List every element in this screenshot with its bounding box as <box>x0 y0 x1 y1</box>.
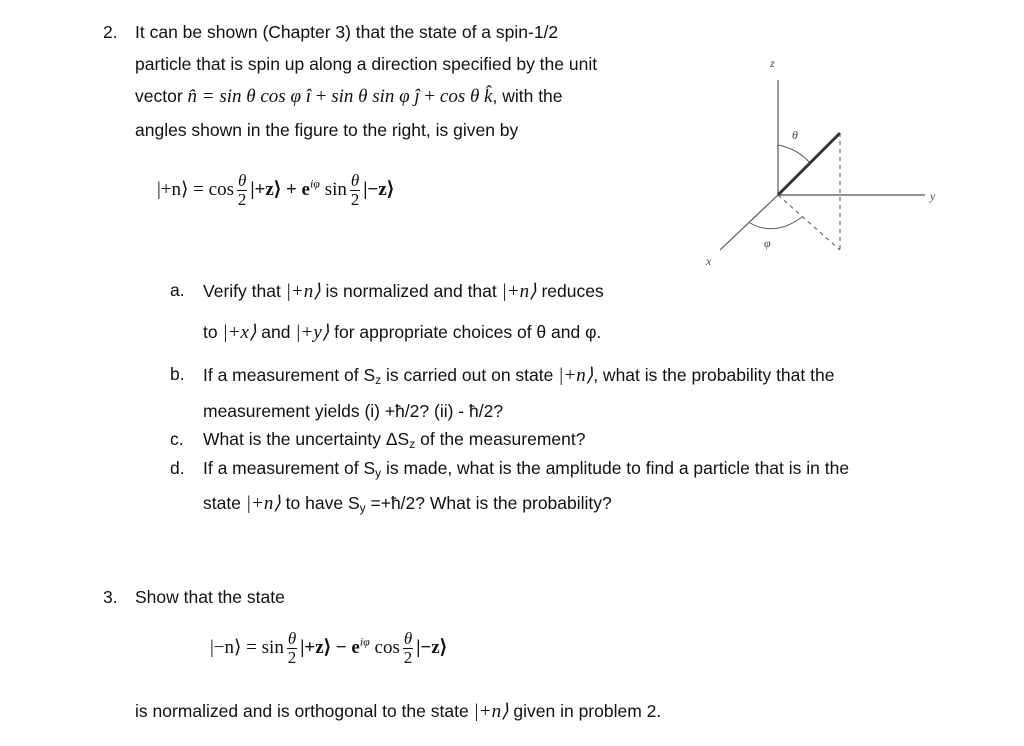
part-d-line-2: state |+n⟩ to have $S_y$ =+ħ/2? What is the probability? <box>203 493 612 515</box>
ket-plus-x: |+x⟩ <box>222 322 257 343</box>
part-b-line-1: If a measurement of $S_z$ is carried out on state |+n⟩, what is the probability that the <box>203 365 835 387</box>
n-vector <box>778 133 840 195</box>
unit-vector-expression: n̂ = sin θ cos φ î + sin θ sin φ ĵ + cos θ k̂ <box>187 86 493 107</box>
part-c-letter: c. <box>170 429 184 449</box>
fraction-theta-over-2-fourth: $\frac{\theta}{2}$ <box>403 629 413 667</box>
vector-prefix: vector <box>135 86 183 106</box>
ket-plus-n: |+n⟩ <box>285 281 321 302</box>
problem-2-line-3 <box>135 86 563 108</box>
fraction-theta-over-2: $\frac{\theta}{2}$ <box>237 171 247 209</box>
part-d-letter: d. <box>170 458 185 478</box>
part-c-line-1: What is the uncertainty $\Delta S_z$ of the measurement? <box>203 429 586 451</box>
ket-plus-n-fifth: |+n⟩ <box>473 701 509 722</box>
theta-arc <box>778 145 810 163</box>
y-label: y <box>930 189 936 203</box>
part-a-line-1: Verify that |+n⟩ is normalized and that |+n⟩ reduces <box>203 281 604 302</box>
ket-plus-y: |+y⟩ <box>295 322 330 343</box>
problem-2-line-4: angles shown in the figure to the right, is given by <box>135 120 519 140</box>
part-a-line-2: to |+x⟩ and |+y⟩ for appropriate choices of θ and φ. <box>203 322 602 343</box>
part-b-letter: b. <box>170 364 185 384</box>
fraction-theta-over-2-third: $\frac{\theta}{2}$ <box>287 629 297 667</box>
problem-2-line-1: It can be shown (Chapter 3) that the state of a spin-1/2 <box>135 22 559 42</box>
theta-label: θ <box>792 128 798 142</box>
ket-plus-n-fourth: |+n⟩ <box>245 493 281 514</box>
part-b-line-2: measurement yields (i) +ħ/2? (ii) - ħ/2? <box>203 401 504 421</box>
x-label: x <box>706 254 712 268</box>
part-a-letter: a. <box>170 280 185 300</box>
phi-label: φ <box>764 236 771 250</box>
z-label: z <box>770 56 775 70</box>
equation-plus-n: |+n⟩ = cos $\frac{\theta}{2}$ |+z⟩ + $e^{i\varphi}$ sin $\frac{\theta}{2}$ |−z⟩ <box>157 171 395 209</box>
equation-minus-n: |−n⟩ = sin $\frac{\theta}{2}$ |+z⟩ − $e^{i\varphi}$ cos $\frac{\theta}{2}$ |−z⟩ <box>210 629 448 667</box>
problem-2-number: 2. <box>103 22 118 42</box>
part-d-line-1: If a measurement of $S_y$ is made, what is the amplitude to find a particle that is in the <box>203 458 850 480</box>
problem-3-line-1: Show that the state <box>135 587 285 607</box>
spin-direction-figure <box>690 45 950 275</box>
projection-horizontal <box>778 195 840 250</box>
fraction-theta-over-2-second: $\frac{\theta}{2}$ <box>350 171 360 209</box>
vector-suffix: , with the <box>492 86 563 106</box>
problem-3-number: 3. <box>103 587 118 607</box>
ket-plus-n-third: |+n⟩ <box>558 365 594 386</box>
problem-2-line-2: particle that is spin up along a direction specified by the unit <box>135 54 598 74</box>
phi-arc <box>750 217 802 229</box>
ket-plus-n-second: |+n⟩ <box>501 281 537 302</box>
problem-3-line-2: is normalized and is orthogonal to the state |+n⟩ given in problem 2. <box>135 701 662 722</box>
